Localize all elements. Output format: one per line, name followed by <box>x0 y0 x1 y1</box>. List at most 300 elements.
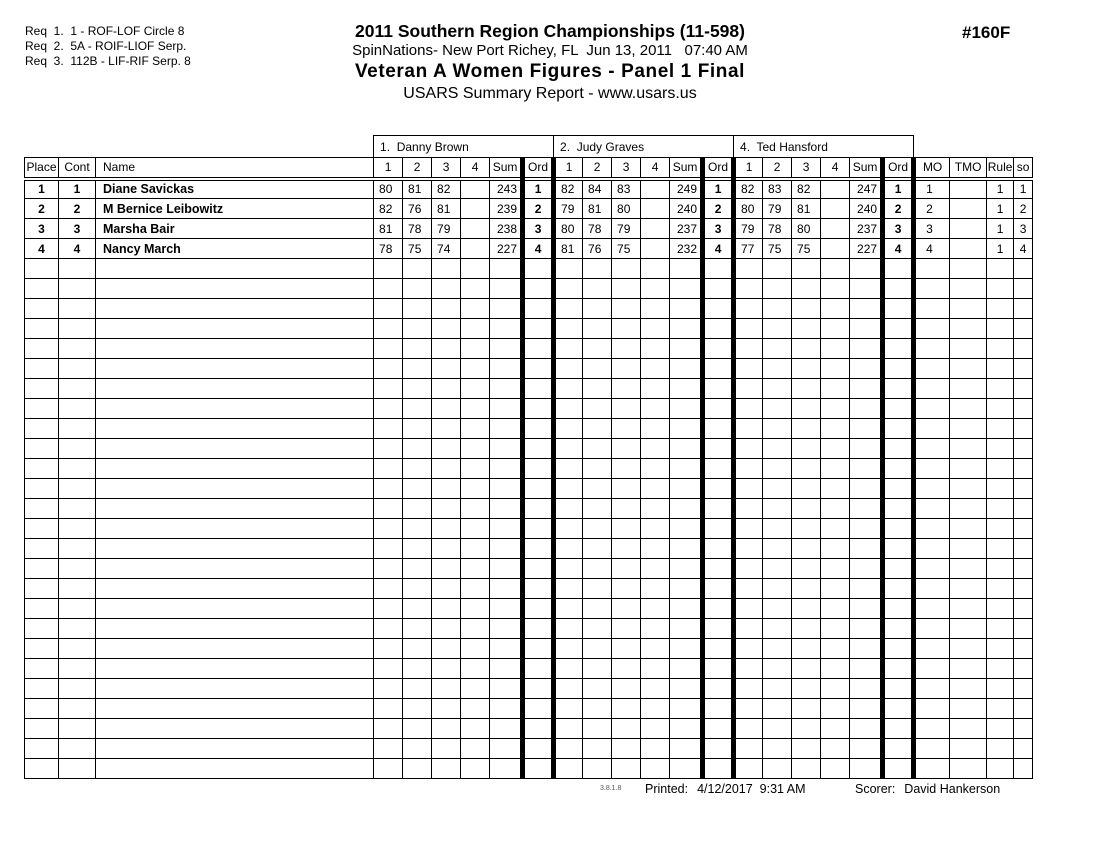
empty-cell <box>950 279 987 299</box>
empty-cell <box>612 319 641 339</box>
empty-cell <box>583 539 612 559</box>
results-table <box>24 135 1033 779</box>
column-header-name: Name <box>96 158 374 179</box>
empty-cell <box>25 679 59 699</box>
empty-cell <box>25 719 59 739</box>
empty-cell <box>914 639 950 659</box>
empty-cell <box>987 399 1014 419</box>
empty-cell <box>763 379 792 399</box>
column-header-judge3-sum: Sum <box>850 158 883 179</box>
empty-cell <box>1014 579 1033 599</box>
score-cell: 79 <box>763 199 792 219</box>
empty-cell <box>96 599 374 619</box>
empty-cell <box>432 579 461 599</box>
empty-cell <box>641 439 670 459</box>
empty-cell <box>25 259 59 279</box>
empty-cell <box>883 499 914 519</box>
empty-cell <box>950 559 987 579</box>
judge-header-2: 2. Judy Graves <box>554 136 734 158</box>
empty-cell <box>1014 679 1033 699</box>
empty-cell <box>374 279 403 299</box>
empty-cell <box>96 659 374 679</box>
empty-cell <box>950 639 987 659</box>
empty-cell <box>883 479 914 499</box>
empty-cell <box>1014 759 1033 779</box>
empty-cell <box>461 539 490 559</box>
empty-cell <box>554 559 583 579</box>
empty-cell <box>670 519 703 539</box>
empty-cell <box>914 659 950 679</box>
empty-cell <box>914 679 950 699</box>
empty-cell <box>554 619 583 639</box>
empty-cell <box>554 579 583 599</box>
empty-cell <box>612 439 641 459</box>
empty-cell <box>641 759 670 779</box>
ord-cell: 2 <box>523 199 554 219</box>
empty-cell <box>703 739 734 759</box>
empty-cell <box>850 479 883 499</box>
empty-cell <box>374 619 403 639</box>
empty-cell <box>883 599 914 619</box>
column-header-place: Place <box>25 158 59 179</box>
empty-cell <box>374 539 403 559</box>
empty-cell <box>1014 299 1033 319</box>
empty-cell <box>523 659 554 679</box>
empty-cell <box>374 259 403 279</box>
tmo-cell <box>950 219 987 239</box>
column-header-judge2-2: 2 <box>583 158 612 179</box>
score-cell <box>641 239 670 259</box>
empty-cell <box>850 739 883 759</box>
empty-cell <box>96 259 374 279</box>
empty-cell <box>950 619 987 639</box>
empty-cell <box>1014 659 1033 679</box>
empty-cell <box>1014 339 1033 359</box>
empty-cell <box>59 299 96 319</box>
empty-cell <box>670 379 703 399</box>
empty-cell <box>523 319 554 339</box>
empty-cell <box>490 499 523 519</box>
empty-cell <box>792 619 821 639</box>
score-cell: 79 <box>432 219 461 239</box>
empty-cell <box>734 459 763 479</box>
empty-cell <box>641 299 670 319</box>
empty-cell <box>1014 499 1033 519</box>
empty-cell <box>523 299 554 319</box>
empty-cell <box>850 539 883 559</box>
empty-cell <box>583 639 612 659</box>
column-header-judge2-3: 3 <box>612 158 641 179</box>
empty-cell <box>1014 619 1033 639</box>
empty-cell <box>1014 599 1033 619</box>
empty-cell <box>96 539 374 559</box>
empty-cell <box>641 479 670 499</box>
empty-cell <box>374 739 403 759</box>
empty-cell <box>950 759 987 779</box>
judge-header-3: 4. Ted Hansford <box>734 136 914 158</box>
empty-cell <box>1014 419 1033 439</box>
score-cell: 80 <box>554 219 583 239</box>
empty-cell <box>850 679 883 699</box>
empty-cell <box>792 299 821 319</box>
empty-cell <box>59 419 96 439</box>
empty-cell <box>641 619 670 639</box>
cont-cell: 2 <box>59 199 96 219</box>
empty-cell <box>490 479 523 499</box>
empty-cell <box>792 499 821 519</box>
empty-cell <box>96 339 374 359</box>
empty-cell <box>734 359 763 379</box>
empty-cell <box>374 479 403 499</box>
empty-cell <box>523 719 554 739</box>
empty-cell <box>490 719 523 739</box>
mo-cell: 2 <box>914 199 950 219</box>
empty-cell <box>987 319 1014 339</box>
empty-cell <box>583 599 612 619</box>
empty-cell <box>850 379 883 399</box>
empty-cell <box>950 739 987 759</box>
empty-cell <box>523 559 554 579</box>
score-cell: 81 <box>374 219 403 239</box>
empty-row <box>25 299 1033 319</box>
score-cell: 79 <box>554 199 583 219</box>
empty-cell <box>432 719 461 739</box>
empty-row <box>25 399 1033 419</box>
empty-cell <box>583 499 612 519</box>
empty-cell <box>490 279 523 299</box>
cont-cell: 4 <box>59 239 96 259</box>
score-cell <box>461 179 490 199</box>
empty-cell <box>583 659 612 679</box>
empty-cell <box>612 699 641 719</box>
empty-cell <box>670 259 703 279</box>
empty-cell <box>59 319 96 339</box>
empty-cell <box>461 499 490 519</box>
empty-cell <box>792 419 821 439</box>
empty-cell <box>883 259 914 279</box>
empty-cell <box>850 759 883 779</box>
empty-cell <box>763 559 792 579</box>
empty-cell <box>703 339 734 359</box>
empty-cell <box>96 579 374 599</box>
empty-cell <box>641 339 670 359</box>
empty-row <box>25 739 1033 759</box>
empty-cell <box>987 639 1014 659</box>
empty-cell <box>734 699 763 719</box>
place-cell: 1 <box>25 179 59 199</box>
empty-cell <box>792 579 821 599</box>
empty-cell <box>612 579 641 599</box>
competitor-name: Marsha Bair <box>96 219 374 239</box>
empty-cell <box>883 399 914 419</box>
empty-cell <box>523 279 554 299</box>
empty-cell <box>612 639 641 659</box>
empty-cell <box>1014 559 1033 579</box>
empty-cell <box>461 379 490 399</box>
empty-cell <box>59 459 96 479</box>
empty-cell <box>883 439 914 459</box>
empty-cell <box>950 499 987 519</box>
empty-row <box>25 759 1033 779</box>
so-cell: 4 <box>1014 239 1033 259</box>
empty-cell <box>490 459 523 479</box>
empty-cell <box>96 619 374 639</box>
mo-cell: 1 <box>914 179 950 199</box>
empty-cell <box>374 579 403 599</box>
empty-cell <box>734 559 763 579</box>
empty-cell <box>914 459 950 479</box>
ord-cell: 3 <box>883 219 914 239</box>
empty-cell <box>641 539 670 559</box>
score-cell: 81 <box>792 199 821 219</box>
ord-cell: 4 <box>703 239 734 259</box>
empty-cell <box>792 639 821 659</box>
empty-cell <box>734 539 763 559</box>
empty-cell <box>914 319 950 339</box>
column-header-judge3-3: 3 <box>792 158 821 179</box>
empty-cell <box>914 439 950 459</box>
empty-cell <box>850 579 883 599</box>
empty-cell <box>432 339 461 359</box>
empty-cell <box>490 759 523 779</box>
empty-cell <box>821 539 850 559</box>
empty-cell <box>523 579 554 599</box>
empty-cell <box>670 599 703 619</box>
empty-cell <box>792 659 821 679</box>
empty-cell <box>883 679 914 699</box>
empty-cell <box>987 439 1014 459</box>
empty-row <box>25 639 1033 659</box>
empty-cell <box>703 559 734 579</box>
empty-cell <box>670 359 703 379</box>
column-header-mo: MO <box>914 158 950 179</box>
empty-cell <box>490 299 523 319</box>
empty-cell <box>59 359 96 379</box>
scorer-label: Scorer: <box>855 782 896 796</box>
empty-cell <box>883 699 914 719</box>
empty-cell <box>1014 399 1033 419</box>
empty-cell <box>490 559 523 579</box>
tmo-cell <box>950 239 987 259</box>
empty-cell <box>792 599 821 619</box>
empty-cell <box>763 519 792 539</box>
empty-cell <box>59 679 96 699</box>
empty-cell <box>461 759 490 779</box>
empty-cell <box>734 639 763 659</box>
empty-cell <box>612 339 641 359</box>
empty-cell <box>641 519 670 539</box>
empty-cell <box>25 619 59 639</box>
empty-cell <box>987 739 1014 759</box>
empty-cell <box>670 299 703 319</box>
empty-cell <box>96 519 374 539</box>
empty-cell <box>59 259 96 279</box>
sum-cell: 247 <box>850 179 883 199</box>
empty-cell <box>987 759 1014 779</box>
empty-cell <box>374 299 403 319</box>
empty-cell <box>821 499 850 519</box>
empty-cell <box>703 719 734 739</box>
empty-cell <box>403 579 432 599</box>
empty-cell <box>490 439 523 459</box>
empty-cell <box>523 759 554 779</box>
empty-cell <box>987 359 1014 379</box>
empty-row <box>25 619 1033 639</box>
empty-cell <box>25 359 59 379</box>
empty-cell <box>554 759 583 779</box>
score-cell: 78 <box>403 219 432 239</box>
score-cell: 75 <box>792 239 821 259</box>
empty-cell <box>821 739 850 759</box>
empty-cell <box>670 319 703 339</box>
score-cell: 79 <box>734 219 763 239</box>
empty-row <box>25 499 1033 519</box>
empty-cell <box>821 319 850 339</box>
empty-cell <box>703 579 734 599</box>
sum-cell: 249 <box>670 179 703 199</box>
empty-row <box>25 659 1033 679</box>
empty-cell <box>850 459 883 479</box>
empty-cell <box>792 439 821 459</box>
score-cell <box>821 179 850 199</box>
empty-cell <box>461 359 490 379</box>
empty-cell <box>763 599 792 619</box>
empty-cell <box>59 439 96 459</box>
empty-cell <box>554 459 583 479</box>
sum-cell: 240 <box>670 199 703 219</box>
empty-cell <box>987 459 1014 479</box>
empty-cell <box>612 539 641 559</box>
empty-cell <box>403 599 432 619</box>
empty-cell <box>432 519 461 539</box>
empty-cell <box>583 719 612 739</box>
empty-cell <box>987 259 1014 279</box>
empty-cell <box>374 339 403 359</box>
empty-cell <box>950 699 987 719</box>
empty-cell <box>374 359 403 379</box>
empty-cell <box>583 439 612 459</box>
empty-cell <box>1014 319 1033 339</box>
empty-cell <box>850 439 883 459</box>
column-header-judge1-sum: Sum <box>490 158 523 179</box>
empty-cell <box>763 479 792 499</box>
empty-cell <box>987 579 1014 599</box>
empty-cell <box>403 279 432 299</box>
empty-cell <box>792 719 821 739</box>
column-header-judge1-1: 1 <box>374 158 403 179</box>
empty-cell <box>554 719 583 739</box>
empty-cell <box>914 419 950 439</box>
ord-cell: 3 <box>703 219 734 239</box>
report-title: USARS Summary Report - www.usars.us <box>403 85 697 102</box>
empty-cell <box>612 479 641 499</box>
empty-cell <box>734 319 763 339</box>
empty-cell <box>883 339 914 359</box>
score-cell: 82 <box>554 179 583 199</box>
sum-cell: 238 <box>490 219 523 239</box>
empty-cell <box>883 579 914 599</box>
empty-cell <box>403 639 432 659</box>
empty-cell <box>96 419 374 439</box>
empty-cell <box>703 499 734 519</box>
empty-cell <box>59 559 96 579</box>
empty-cell <box>612 259 641 279</box>
empty-row <box>25 459 1033 479</box>
empty-cell <box>670 719 703 739</box>
empty-cell <box>734 299 763 319</box>
empty-cell <box>850 339 883 359</box>
empty-cell <box>670 399 703 419</box>
empty-cell <box>763 759 792 779</box>
empty-cell <box>490 599 523 619</box>
empty-cell <box>554 259 583 279</box>
empty-cell <box>59 399 96 419</box>
rule-cell: 1 <box>987 179 1014 199</box>
empty-cell <box>883 719 914 739</box>
empty-cell <box>850 599 883 619</box>
empty-cell <box>641 739 670 759</box>
empty-cell <box>763 499 792 519</box>
empty-cell <box>403 439 432 459</box>
empty-cell <box>734 599 763 619</box>
empty-cell <box>554 539 583 559</box>
empty-cell <box>25 559 59 579</box>
empty-cell <box>883 459 914 479</box>
empty-cell <box>96 459 374 479</box>
empty-cell <box>583 739 612 759</box>
empty-cell <box>703 319 734 339</box>
empty-cell <box>703 399 734 419</box>
empty-cell <box>432 699 461 719</box>
empty-cell <box>987 659 1014 679</box>
empty-cell <box>987 479 1014 499</box>
empty-cell <box>461 319 490 339</box>
empty-cell <box>734 399 763 419</box>
empty-cell <box>461 339 490 359</box>
empty-cell <box>763 679 792 699</box>
empty-cell <box>96 279 374 299</box>
empty-cell <box>25 379 59 399</box>
empty-cell <box>583 379 612 399</box>
empty-cell <box>763 739 792 759</box>
empty-cell <box>883 279 914 299</box>
empty-cell <box>59 759 96 779</box>
empty-cell <box>914 399 950 419</box>
ord-cell: 1 <box>883 179 914 199</box>
empty-cell <box>670 539 703 559</box>
empty-cell <box>612 719 641 739</box>
empty-row <box>25 319 1033 339</box>
score-cell <box>821 239 850 259</box>
empty-cell <box>374 459 403 479</box>
score-cell <box>641 179 670 199</box>
tmo-cell <box>950 199 987 219</box>
empty-cell <box>734 479 763 499</box>
venue-date-line: SpinNations- New Port Richey, FL Jun 13, 2011 07:40 AM <box>352 42 748 59</box>
score-cell: 75 <box>612 239 641 259</box>
score-cell: 83 <box>763 179 792 199</box>
so-cell: 2 <box>1014 199 1033 219</box>
score-cell: 78 <box>374 239 403 259</box>
empty-cell <box>987 339 1014 359</box>
empty-cell <box>821 439 850 459</box>
software-version: 3.8.1.8 <box>600 785 622 792</box>
empty-cell <box>641 699 670 719</box>
empty-cell <box>432 679 461 699</box>
empty-cell <box>883 299 914 319</box>
empty-cell <box>1014 519 1033 539</box>
requirement-2: Req 2. 5A - ROIF-LIOF Serp. <box>25 39 187 53</box>
